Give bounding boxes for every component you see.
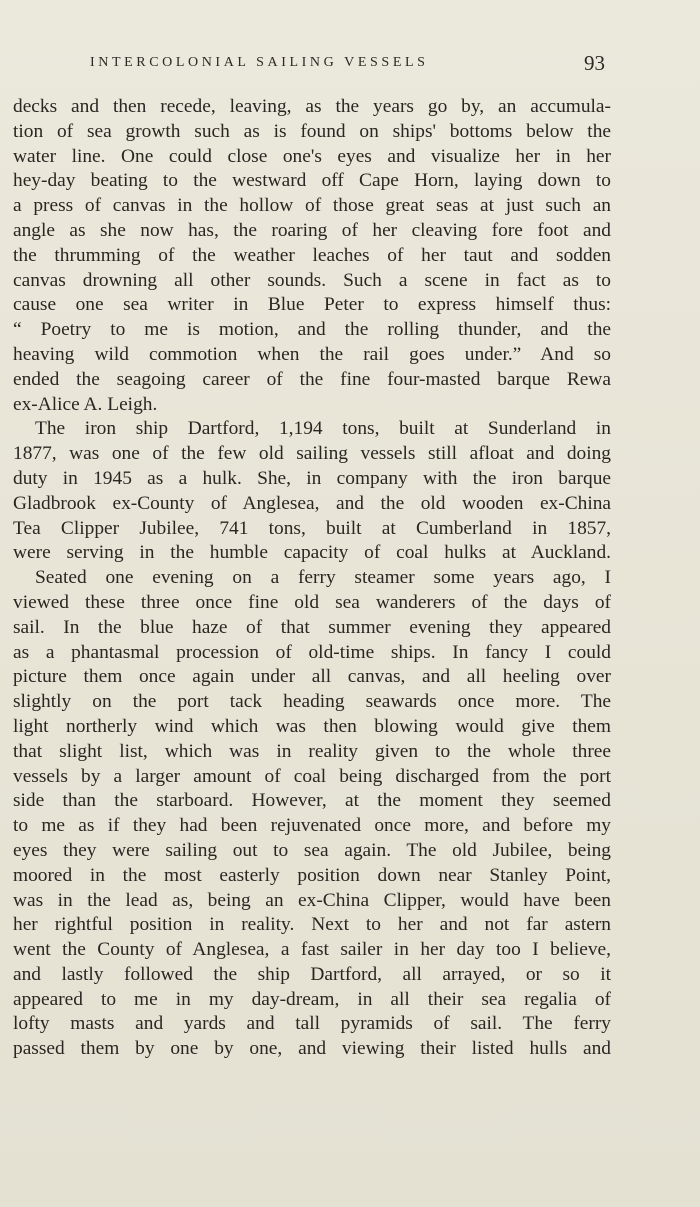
running-head: INTERCOLONIAL SAILING VESSELS	[90, 55, 429, 70]
text-line: water line. One could close one's eyes and visualize her in her	[13, 145, 611, 167]
text-line: passed them by one by one, and viewing their listed hulls and	[13, 1038, 611, 1060]
text-line: angle as she now has, the roaring of her cleaving fore foot and	[13, 219, 611, 241]
text-line: viewed these three once fine old sea wanderers of the days of	[13, 591, 611, 613]
text-line: side than the starboard. However, at the moment they seemed	[13, 790, 611, 812]
text-line: ended the seagoing career of the fine four-masted barque Rewa	[13, 368, 611, 390]
text-line: light northerly wind which was then blowing would give them	[13, 715, 611, 737]
text-line: heaving wild commotion when the rail goes under.” And so	[13, 343, 611, 365]
text-line: Seated one evening on a ferry steamer some years ago, I	[35, 567, 611, 589]
text-line: the thrumming of the weather leaches of her taut and sodden	[13, 244, 611, 266]
text-line: slightly on the port tack heading seawards once more. The	[13, 691, 611, 713]
text-line: vessels by a larger amount of coal being discharged from the port	[13, 765, 611, 787]
text-line: canvas drowning all other sounds. Such a scene in fact as to	[13, 269, 611, 291]
text-line: cause one sea writer in Blue Peter to express himself thus:	[13, 294, 612, 316]
text-line: as a phantasmal procession of old-time ships. In fancy I could	[13, 641, 611, 663]
text-line: were serving in the humble capacity of coal hulks at Auckland.	[13, 542, 611, 564]
text-line: a press of canvas in the hollow of those great seas at just such an	[13, 195, 611, 217]
text-line: went the County of Anglesea, a fast sailer in her day too I believe,	[13, 939, 611, 961]
text-line: tion of sea growth such as is found on ships' bottoms below the	[13, 120, 611, 142]
text-line: moored in the most easterly position down near Stanley Point,	[13, 864, 611, 886]
page-number: 93	[584, 51, 605, 75]
text-line: duty in 1945 as a hulk. She, in company with the iron barque	[13, 467, 611, 489]
text-line: to me as if they had been rejuvenated once more, and before my	[13, 815, 611, 837]
text-line: ex-Alice A. Leigh.	[13, 393, 158, 415]
text-line: her rightful position in reality. Next to her and not far astern	[13, 914, 611, 936]
text-line: picture them once again under all canvas, and all heeling over	[13, 666, 611, 688]
text-line: The iron ship Dartford, 1,194 tons, built at Sunderland in	[35, 418, 611, 440]
text-line: hey-day beating to the westward off Cape Horn, laying down to	[13, 170, 611, 192]
text-line: Tea Clipper Jubilee, 741 tons, built at Cumberland in 1857,	[13, 517, 611, 539]
text-line: appeared to me in my day-dream, in all their sea regalia of	[13, 988, 611, 1010]
text-line: Gladbrook ex-County of Anglesea, and the old wooden ex-China	[13, 492, 612, 514]
text-line: that slight list, which was in reality given to the whole three	[13, 740, 611, 762]
text-line: 1877, was one of the few old sailing vessels still afloat and doing	[13, 443, 611, 465]
text-line: “ Poetry to me is motion, and the rolling thunder, and the	[13, 319, 611, 341]
text-line: decks and then recede, leaving, as the years go by, an accumula-	[13, 96, 611, 117]
text-line: sail. In the blue haze of that summer evening they appeared	[13, 616, 611, 638]
text-line: lofty masts and yards and tall pyramids of sail. The ferry	[13, 1013, 611, 1035]
body-text	[13, 95, 611, 1062]
text-line: was in the lead as, being an ex-China Clipper, would have been	[13, 889, 611, 911]
text-line: eyes they were sailing out to sea again. The old Jubilee, being	[13, 839, 611, 861]
text-line: and lastly followed the ship Dartford, all arrayed, or so it	[13, 963, 611, 985]
